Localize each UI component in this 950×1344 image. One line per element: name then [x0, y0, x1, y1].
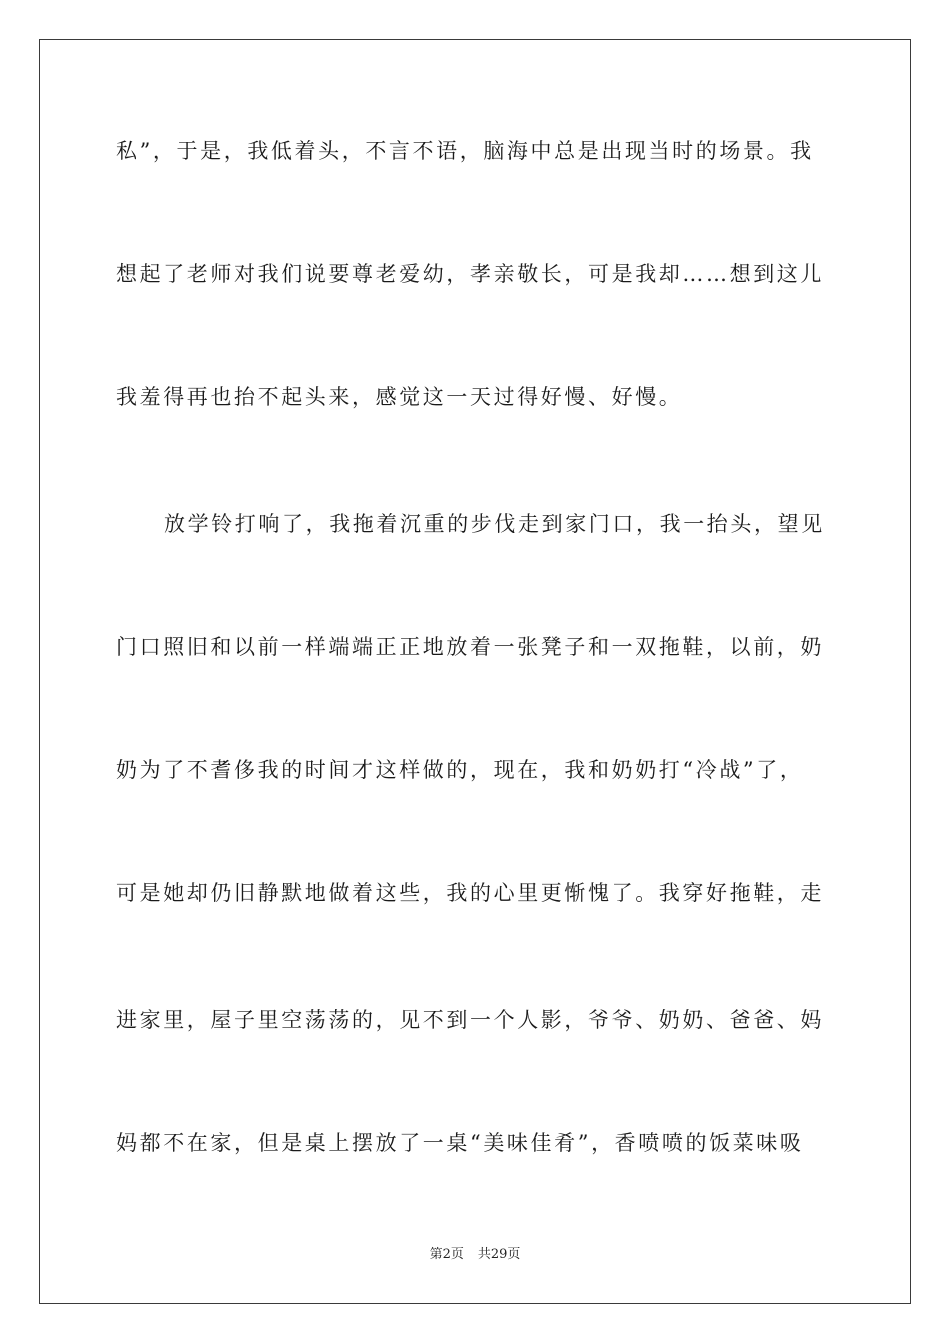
page-total: 共29页: [477, 1247, 521, 1262]
body-text-line: 奶为了不耆侈我的时间才这样做的，现在，我和奶奶打“冷战”了，: [116, 758, 804, 782]
page-number: 第2页: [429, 1247, 464, 1262]
body-text-line: 妈都不在家，但是桌上摆放了一桌“美味佳肴”，香喷喷的饭菜味吸: [116, 1131, 804, 1155]
body-text-line: 我羞得再也抬不起头来，感觉这一天过得好慢、好慢。: [116, 385, 683, 409]
body-text-line: 进家里，屋子里空荡荡的，见不到一个人影，爷爷、奶奶、爸爸、妈: [116, 1008, 824, 1032]
page-border: [39, 39, 911, 1304]
body-text-line: 可是她却仍旧静默地做着这些，我的心里更惭愧了。我穿好拖鞋，走: [116, 881, 824, 905]
paragraph-first-line: 放学铃打响了，我拖着沉重的步伐走到家门口，我一抬头，望见: [164, 512, 825, 536]
body-text-line: 门口照旧和以前一样端端正正地放着一张凳子和一双拖鞋，以前，奶: [116, 635, 824, 659]
body-text-line: 想起了老师对我们说要尊老爱幼，孝亲敬长，可是我却……想到这儿: [116, 262, 824, 286]
page-footer: [0, 1246, 950, 1264]
body-text-line: 私”，于是，我低着头，不言不语，脑海中总是出现当时的场景。我: [116, 139, 814, 163]
